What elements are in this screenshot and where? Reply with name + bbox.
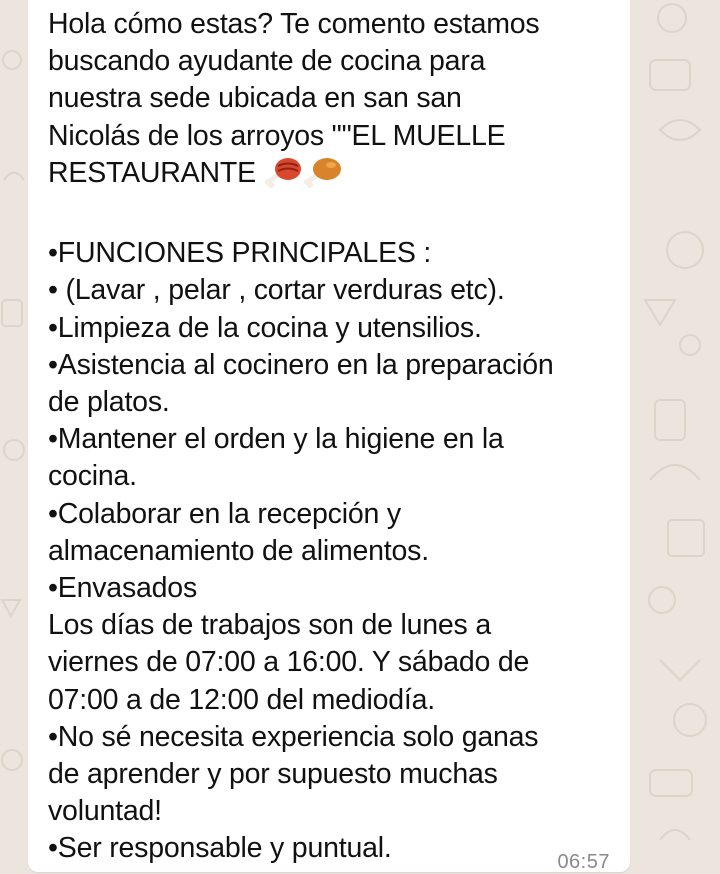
message-line: •Limpieza de la cocina y utensilios. — [48, 311, 482, 344]
message-line: nuestra sede ubicada en san san — [48, 82, 462, 115]
message-line: •Asistencia al cocinero en la preparación — [48, 348, 554, 381]
message-line: almacenamiento de alimentos. — [48, 534, 429, 567]
message-line: 07:00 a de 12:00 del mediodía. — [48, 683, 435, 716]
message-line: •Envasados — [48, 572, 197, 605]
message-line: voluntad! — [48, 795, 162, 828]
message-line: • (Lavar , pelar , cortar verduras etc). — [48, 274, 505, 307]
poultry-leg-icon — [304, 156, 344, 198]
message-line: Nicolás de los arroyos ""EL MUELLE — [48, 119, 506, 152]
message-line: Hola cómo estas? Te comento estamos — [48, 8, 540, 40]
message-line: •Mantener el orden y la higiene en la — [48, 423, 504, 456]
message-line: de platos. — [48, 386, 170, 419]
message-line: Los días de trabajos son de lunes a — [48, 609, 491, 642]
message-line: •Ser responsable y puntual. — [48, 832, 392, 865]
message-line: cocina. — [48, 460, 137, 493]
message-bubble[interactable] — [28, 0, 630, 872]
message-line: •No sé necesita experiencia solo ganas — [48, 720, 539, 753]
message-line: de aprender y por supuesto muchas — [48, 758, 498, 791]
meat-on-bone-icon — [264, 156, 304, 198]
message-line: •Colaborar en la recepción y — [48, 497, 401, 530]
message-line: viernes de 07:00 a 16:00. Y sábado de — [48, 646, 530, 679]
message-line: buscando ayudante de cocina para — [48, 45, 486, 78]
message-text — [48, 6, 618, 868]
message-line: •FUNCIONES PRINCIPALES : — [48, 237, 432, 270]
message-line: RESTAURANTE — [48, 156, 256, 189]
message-timestamp: 06:57 — [557, 851, 610, 873]
